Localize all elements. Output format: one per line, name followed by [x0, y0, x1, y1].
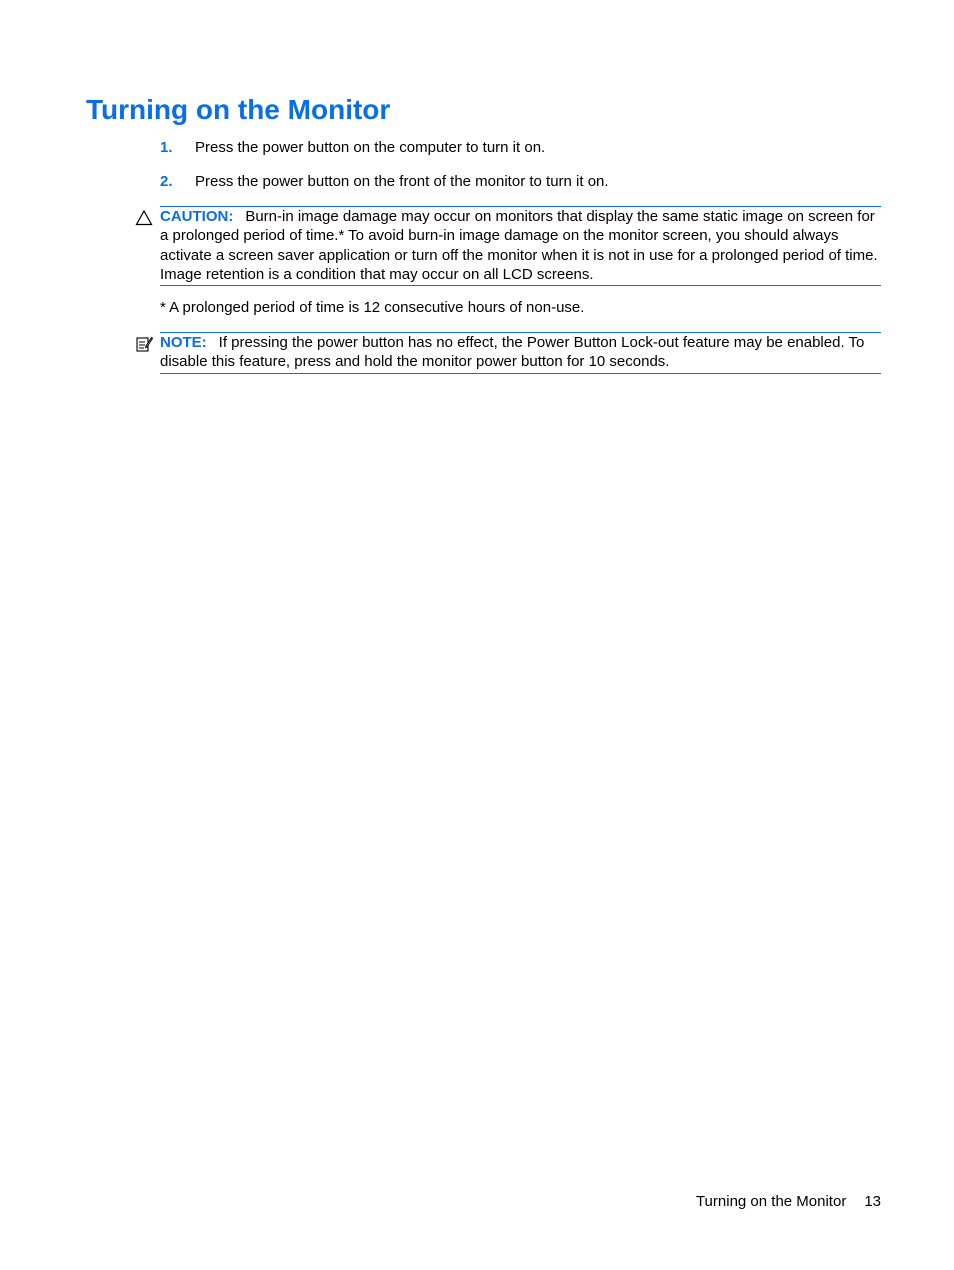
- step-item: [160, 138, 882, 172]
- caution-triangle-icon: [135, 209, 153, 227]
- step-text: Press the power button on the front of the monitor to turn it on.: [195, 173, 609, 190]
- caution-label: CAUTION:: [160, 208, 234, 225]
- caution-callout: [160, 206, 881, 286]
- note-text: If pressing the power button has no effect, the Power Button Lock-out feature may be enabled. To disable this feature, press and hold the monitor power button for 10 seconds.: [160, 334, 865, 371]
- steps-list: [160, 138, 882, 206]
- page-number: 13: [864, 1193, 881, 1210]
- footnote: * A prolonged period of time is 12 consecutive hours of non-use.: [160, 299, 585, 316]
- footer-section-title: Turning on the Monitor: [695, 1193, 847, 1210]
- note-callout: [160, 332, 881, 374]
- step-text: Press the power button on the computer to turn it on.: [195, 139, 546, 156]
- step-item: [160, 172, 882, 206]
- note-label: NOTE:: [160, 334, 207, 351]
- page-footer: [696, 1192, 881, 1212]
- page-title: Turning on the Monitor: [86, 94, 391, 125]
- step-number: 1.: [160, 139, 173, 156]
- caution-text: Burn-in image damage may occur on monitors that display the same static image on screen for a prolonged period of time.* To avoid burn-in image damage on the monitor screen, you should always activate a screen saver application or turn off the monitor when it is not in use for a prolonged period of time. Image retention is a condition that may occur on all LCD screens.: [160, 208, 878, 283]
- step-number: 2.: [160, 173, 173, 190]
- note-pad-icon: [135, 335, 153, 353]
